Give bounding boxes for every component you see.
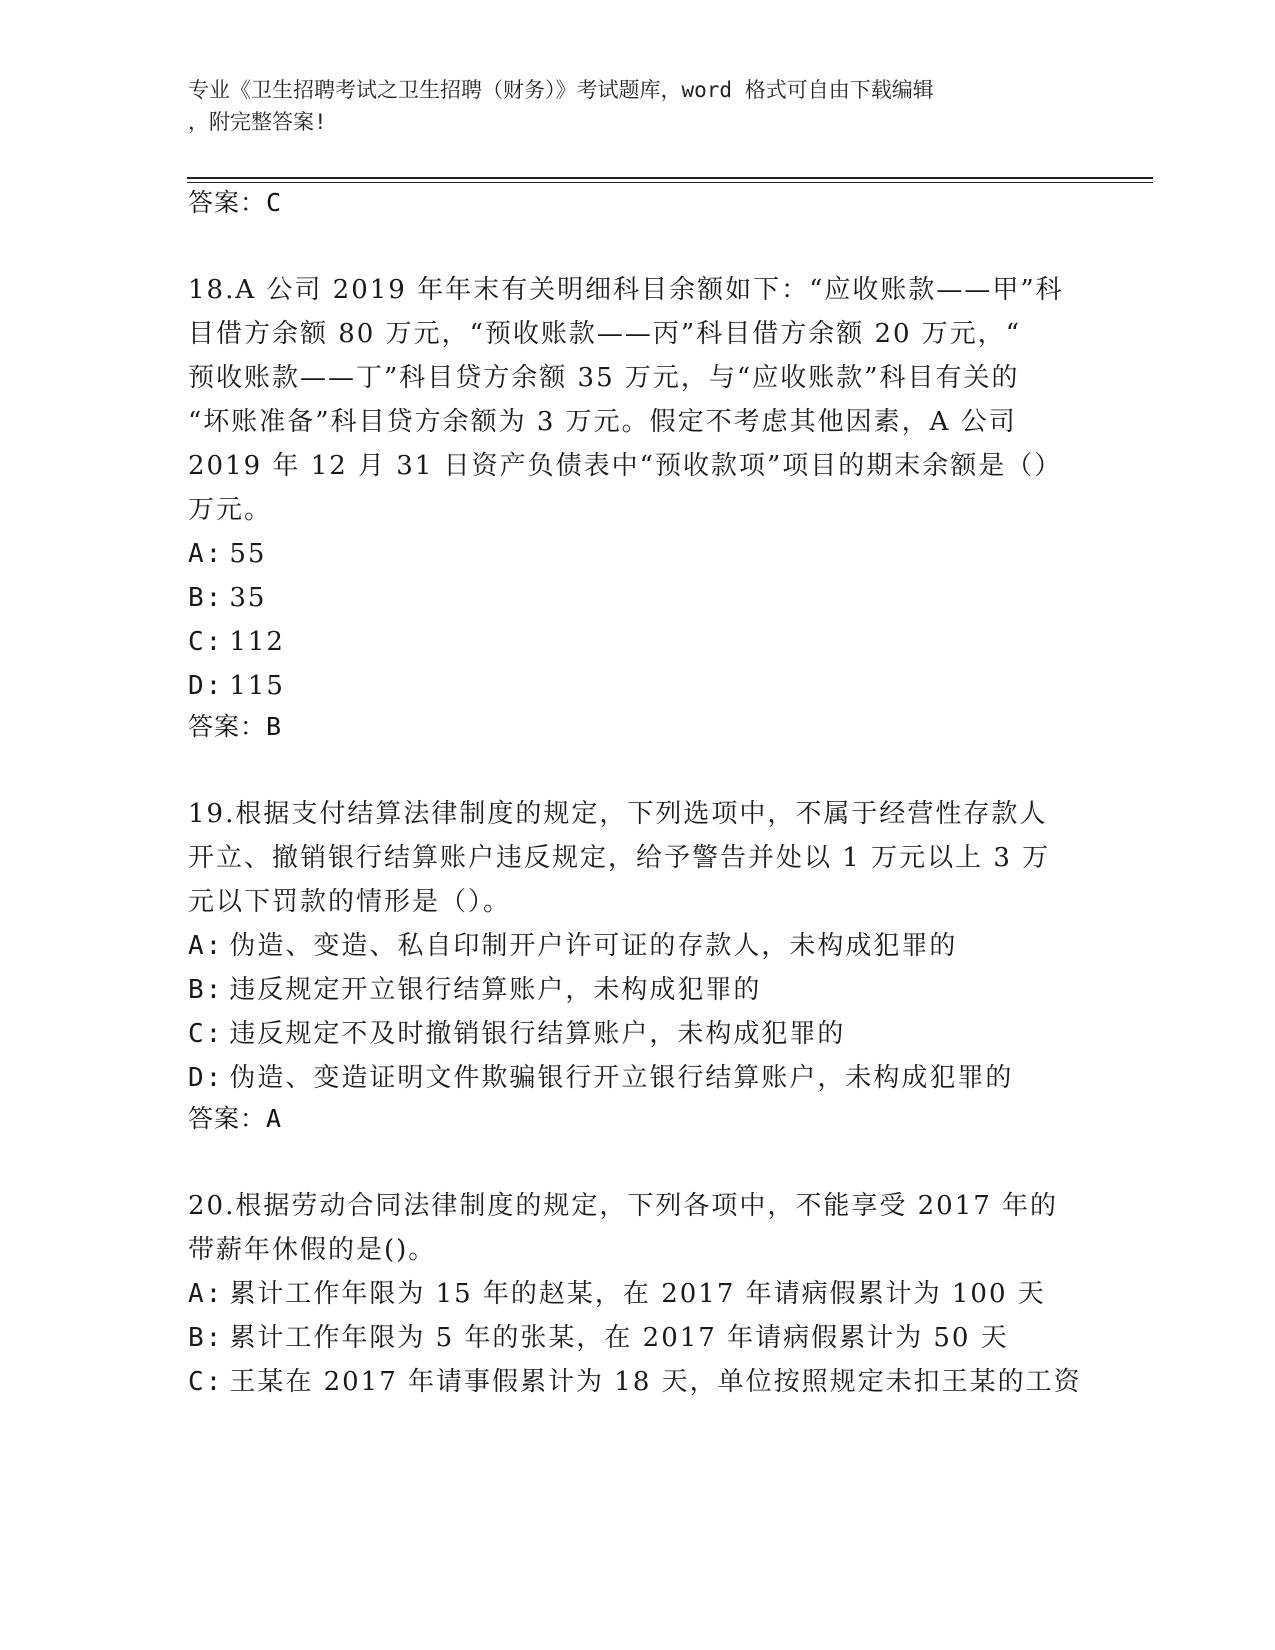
option-label: A: [188, 931, 224, 961]
answer-value: C [266, 188, 283, 217]
q18-stem-line-1: 18.A 公司 2019 年年末有关明细科目余额如下：“应收账款——甲”科 [188, 275, 1064, 305]
header-divider-thin [187, 182, 1153, 183]
option-text: 112 [229, 627, 285, 657]
q18-option-b [188, 581, 266, 615]
option-label: B: [188, 975, 224, 1005]
q18-stem-line-6: 万元。 [188, 495, 273, 525]
option-label: D: [188, 1063, 224, 1093]
header-line-1: 专业《卫生招聘考试之卫生招聘（财务）》考试题库，word 格式可自由下载编辑 [188, 78, 934, 102]
q18-stem-line-2: 目借方余额 80 万元，“预收账款——丙”科目借方余额 20 万元，“ [188, 319, 1022, 349]
option-label: B: [188, 1323, 224, 1353]
q18-option-d [188, 669, 285, 703]
q20-stem-line-1: 20.根据劳动合同法律制度的规定，下列各项中，不能享受 2017 年的 [188, 1191, 1059, 1221]
option-text: 违反规定开立银行结算账户，未构成犯罪的 [229, 975, 762, 1005]
option-label: B: [188, 583, 224, 613]
option-text: 累计工作年限为 5 年的张某，在 2017 年请病假累计为 50 天 [229, 1323, 1009, 1353]
option-text: 王某在 2017 年请事假累计为 18 天，单位按照规定未扣王某的工资 [229, 1367, 1082, 1397]
option-label: A: [188, 539, 224, 569]
header-divider-thick [187, 177, 1153, 179]
q19-option-c [188, 1017, 845, 1051]
answer-prefix: 答案： [188, 188, 267, 217]
option-label: D: [188, 671, 224, 701]
q18-option-a [188, 537, 266, 571]
answer-value: B [266, 712, 283, 741]
header-line-2: ，附完整答案! [188, 110, 327, 134]
q20-option-c [188, 1365, 1082, 1399]
q20-stem-line-2: 带薪年休假的是()。 [188, 1235, 437, 1265]
option-label: C: [188, 1367, 224, 1397]
q19-stem-line-1: 19.根据支付结算法律制度的规定，下列选项中，不属于经营性存款人 [188, 799, 1048, 829]
q18-stem-line-4: “坏账准备”科目贷方余额为 3 万元。假定不考虑其他因素，A 公司 [188, 407, 1017, 437]
option-text: 伪造、变造证明文件欺骗银行开立银行结算账户，未构成犯罪的 [229, 1063, 1014, 1093]
option-text: 伪造、变造、私自印制开户许可证的存款人，未构成犯罪的 [229, 931, 958, 961]
q19-stem-line-3: 元以下罚款的情形是（）。 [188, 887, 512, 917]
q18-option-c [188, 625, 285, 659]
q19-option-b [188, 973, 761, 1007]
q19-stem-line-2: 开立、撤销银行结算账户违反规定，给予警告并处以 1 万元以上 3 万 [188, 843, 1051, 873]
q20-option-a [188, 1277, 1046, 1311]
q19-option-d [188, 1061, 1013, 1095]
option-text: 115 [229, 671, 285, 701]
option-text: 违反规定不及时撤销银行结算账户，未构成犯罪的 [229, 1019, 846, 1049]
option-label: A: [188, 1279, 224, 1309]
answer-prefix: 答案： [188, 1104, 267, 1133]
q19-answer [188, 1102, 282, 1136]
q18-stem-line-3: 预收账款——丁”科目贷方余额 35 万元，与“应收账款”科目有关的 [188, 363, 1020, 393]
page-header [188, 74, 1088, 138]
q20-option-b [188, 1321, 1009, 1355]
option-label: C: [188, 627, 224, 657]
option-text: 55 [229, 539, 267, 569]
q18-stem-line-5: 2019 年 12 月 31 日资产负债表中“预收款项”项目的期末余额是（） [188, 451, 1063, 481]
q18-answer [188, 710, 282, 744]
q19-option-a [188, 929, 957, 963]
option-label: C: [188, 1019, 224, 1049]
answer-value: A [266, 1104, 283, 1133]
option-text: 35 [229, 583, 267, 613]
option-text: 累计工作年限为 15 年的赵某，在 2017 年请病假累计为 100 天 [229, 1279, 1046, 1309]
answer-prefix: 答案： [188, 712, 267, 741]
answer-line-prev [188, 186, 282, 220]
